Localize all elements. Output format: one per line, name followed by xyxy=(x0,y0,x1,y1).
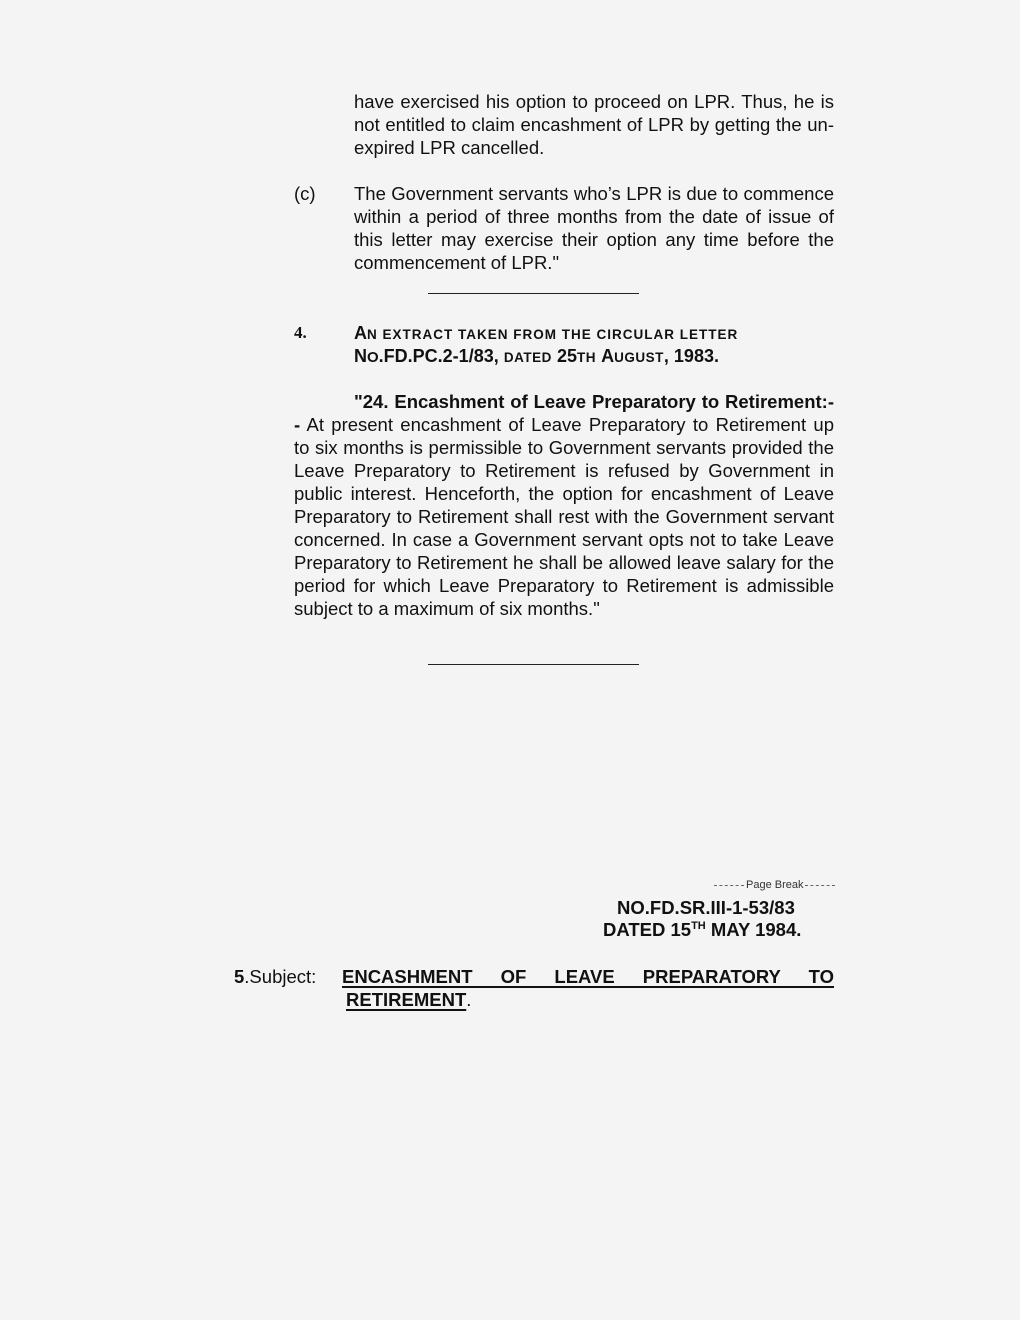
section-4-number: 4. xyxy=(294,323,307,342)
rule-24-paragraph xyxy=(294,390,834,620)
section-5-subject-line1 xyxy=(342,965,834,988)
heading-year: , 1983. xyxy=(663,346,719,366)
section-5-number: 5 xyxy=(234,966,245,987)
heading-cap: A xyxy=(354,323,367,343)
letter-date-prefix: DATED 15 xyxy=(603,919,692,940)
rule-24-title: "24. Encashment of Leave Preparatory to Retirement:-- xyxy=(294,391,834,435)
letter-number: NO.FD.SR.III-1-53/83 xyxy=(617,897,795,918)
section-5-label xyxy=(234,965,316,988)
page-break-marker xyxy=(712,879,837,892)
heading-cap: N xyxy=(354,346,367,366)
section-4-heading-line2 xyxy=(354,344,834,369)
heading-small: DATED xyxy=(503,350,552,365)
separator-rule-1 xyxy=(428,293,639,294)
letter-date xyxy=(603,918,801,941)
separator-rule-2 xyxy=(428,664,639,665)
letter-date-sup: TH xyxy=(691,919,706,932)
rule-24-text: At present encashment of Leave Preparatory to Retirement up to six months is permissible to Government servants provided the Leave Preparatory to Retirement is refused by Government in public interest. Henceforth, the option for encashment of Leave Preparatory to Retirement shall rest with the Government servant concerned. In case a Government servant opts not to take Leave Preparatory to Retirement he shall be allowed leave salary for the period for which Leave Preparatory to Retirement is admissible subject to a maximum of six months." xyxy=(294,414,834,619)
letter-date-suffix: MAY 1984. xyxy=(705,919,802,940)
section-4-heading xyxy=(354,321,834,346)
section-5-subject-label: .Subject: xyxy=(244,966,317,987)
subject-line1-text: ENCASHMENT OF LEAVE PREPARATORY TO xyxy=(342,966,834,987)
item-c-label: (c) xyxy=(294,183,316,204)
item-c-text: The Government servants who’s LPR is due to commence within a period of three months from the date of issue of this letter may exercise their option any time before the commencement of LPR." xyxy=(354,183,834,273)
heading-small: UGUST xyxy=(614,350,664,365)
heading-small: O xyxy=(367,349,379,366)
heading-cap: A xyxy=(601,346,615,366)
heading-small: N EXTRACT TAKEN FROM THE CIRCULAR LETTER xyxy=(367,327,739,342)
heading-ref: .FD.PC.2-1/83, xyxy=(378,346,499,366)
subject-line2-text: RETIREMENT xyxy=(346,989,467,1010)
page-break-label: Page Break xyxy=(746,879,804,891)
heading-day: 25 xyxy=(557,346,578,366)
subject-line2-period: . xyxy=(466,989,472,1010)
item-b-continuation: have exercised his option to proceed on LPR. Thus, he is not entitled to claim encashment of LPR by getting the un-expired LPR cancelled. xyxy=(354,91,834,158)
heading-small: TH xyxy=(577,350,597,365)
section-5-subject-line2 xyxy=(346,988,471,1011)
